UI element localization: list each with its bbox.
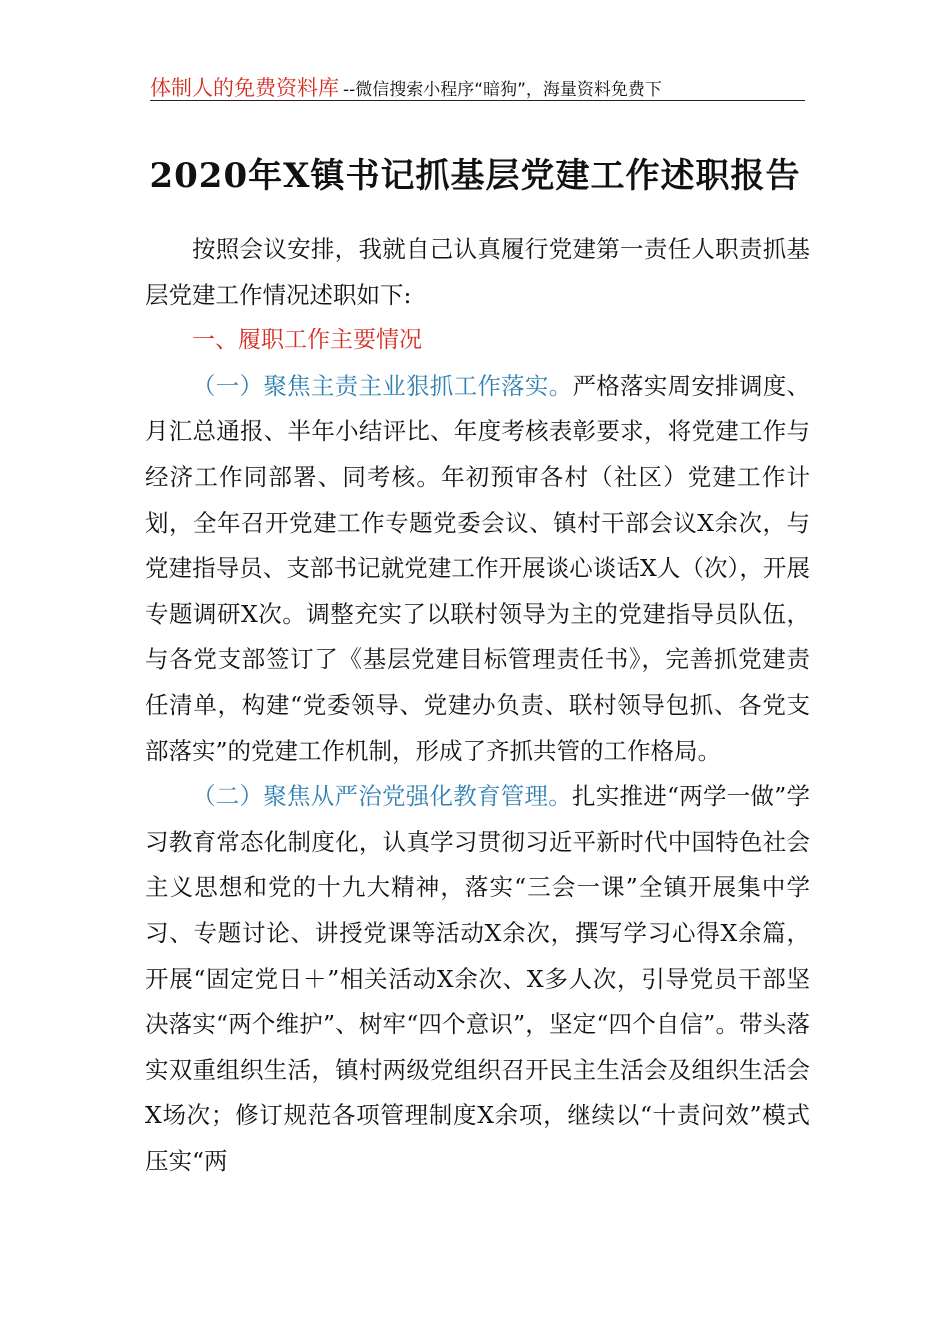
intro-paragraph: 按照会议安排，我就自己认真履行党建第一责任人职责抓基层党建工作情况述职如下:: [145, 235, 810, 309]
document-title: 2020年X镇书记抓基层党建工作述职报告: [149, 156, 801, 196]
header-tagline: --微信搜索小程序“暗狗”，海量资料免费下: [343, 80, 662, 100]
paragraph-lead-2: （二）聚焦从严治党强化教育管理。: [192, 782, 572, 811]
paragraph-text-1: 严格落实周安排调度、月汇总通报、半年小结评比、年度考核表彰要求，将党建工作与经济工作同部署、同考核。年初预审各村（社区）党建工作计划，全年召开党建工作专题党委会议、镇村干部会议X余次，与党建指导员、支部书记就党建工作开展谈心谈话X人（次），开展专题调研X次。调整充实了以联村领导为主的党建指导员队伍，与各党支部签订了《基层党建目标管理责任书》，完善抓党建责任清单，构建“党委领导、党建办负责、联村领导包抓、各党支部落实”的党建工作机制，形成了齐抓共管的工作格局。: [145, 371, 811, 765]
body-paragraph-1: [145, 364, 810, 774]
section-heading: 一、履职工作主要情况: [192, 327, 422, 354]
body-paragraph-2: [145, 774, 810, 1184]
header-brand: 体制人的免费资料库: [150, 76, 339, 100]
paragraph-text-2: 扎实推进“两学一做”学习教育常态化制度化，认真学习贯彻习近平新时代中国特色社会主义思想和党的十九大精神，落实“三会一课”全镇开展集中学习、专题讨论、讲授党课等活动X余次，撰写学习心得X余篇，开展“固定党日＋”相关活动X余次、X多人次，引导党员干部坚决落实“两个维护”、树牢“四个意识”，坚定“四个自信”。带头落实双重组织生活，镇村两级党组织召开民主生活会及组织生活会X场次；修订规范各项管理制度X余项，继续以“十责问效”模式压实“两: [145, 782, 810, 1175]
document-body: [145, 227, 810, 1184]
page-header: [150, 72, 805, 101]
paragraph-lead-1: （一）聚焦主责主业狠抓工作落实。: [192, 371, 573, 400]
